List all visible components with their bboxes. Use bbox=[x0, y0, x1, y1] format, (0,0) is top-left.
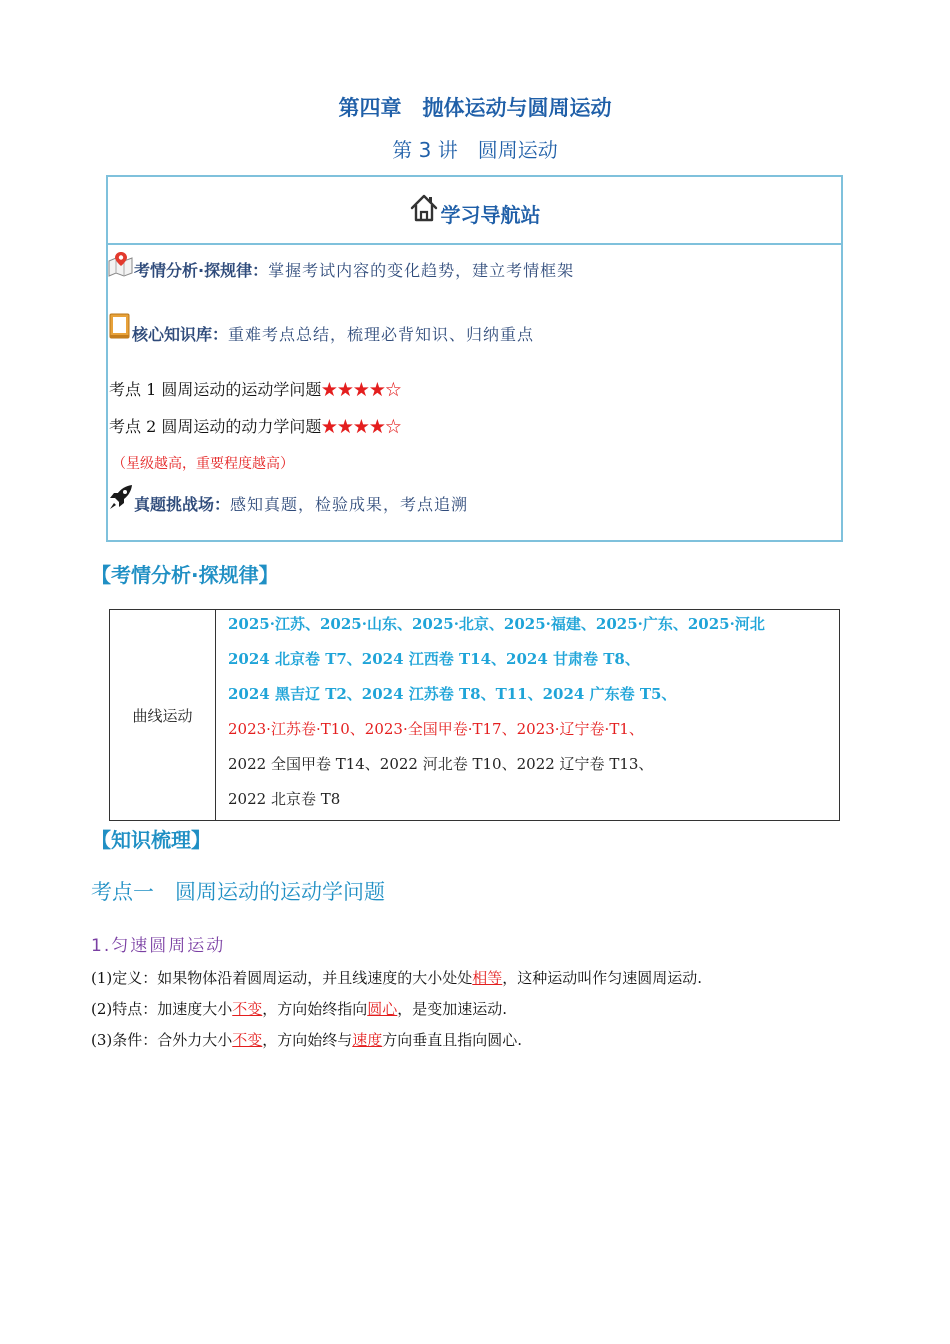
exam-analysis-table bbox=[109, 609, 840, 821]
knowledge-section-heading: 【知识梳理】 bbox=[91, 828, 211, 852]
nav-knowledge-label: 核心知识库： bbox=[132, 325, 229, 344]
nav-challenge-desc: 感知真题，检验成果，考点追溯 bbox=[230, 495, 469, 514]
exam-point-1-text: 考点 1 圆周运动的运动学问题 bbox=[109, 380, 322, 399]
fill-answer: 速度 bbox=[352, 1031, 383, 1049]
nav-analysis-label: 考情分析·探规律： bbox=[134, 261, 269, 280]
exam-line: 2024 黑吉辽 T2、2024 江苏卷 T8、T11、2024 广东卷 T5、 bbox=[228, 685, 677, 703]
fill-answer: 不变 bbox=[232, 1031, 263, 1049]
text-span: ，这种运动叫作匀速圆周运动. bbox=[502, 969, 703, 987]
nav-analysis-row bbox=[108, 251, 574, 281]
sub-heading: 1.匀速圆周运动 bbox=[91, 936, 226, 956]
rocket-icon bbox=[108, 483, 134, 515]
table-category-cell: 曲线运动 bbox=[110, 610, 216, 821]
exam-line: 2024 北京卷 T7、2024 江西卷 T14、2024 甘肃卷 T8、 bbox=[228, 650, 640, 668]
text-span: ，是变加速运动. bbox=[397, 1000, 508, 1018]
exam-point-2 bbox=[109, 414, 401, 437]
book-icon bbox=[108, 313, 132, 345]
nav-challenge-label: 真题挑战场： bbox=[134, 495, 231, 514]
nav-box-header bbox=[108, 177, 841, 245]
analysis-section-heading: 【考情分析·探规律】 bbox=[91, 563, 279, 587]
exam-point-1-stars: ★★★★☆ bbox=[321, 380, 402, 399]
fill-answer: 相等 bbox=[472, 969, 503, 987]
exam-point-2-text: 考点 2 圆周运动的动力学问题 bbox=[109, 417, 322, 436]
house-icon bbox=[409, 193, 439, 227]
exam-point-heading: 考点一 圆周运动的运动学问题 bbox=[91, 880, 385, 904]
text-span: ，方向始终与 bbox=[262, 1031, 353, 1049]
text-span: 方向垂直且指向圆心. bbox=[382, 1031, 523, 1049]
nav-knowledge-row bbox=[108, 313, 534, 345]
exam-point-2-stars: ★★★★☆ bbox=[321, 417, 402, 436]
paragraph-condition bbox=[91, 1029, 522, 1050]
text-span: (1)定义：如果物体沿着圆周运动，并且线速度的大小处处 bbox=[91, 969, 473, 987]
paragraph-feature bbox=[91, 998, 507, 1019]
paragraph-definition bbox=[91, 967, 702, 988]
nav-knowledge-desc: 重难考点总结，梳理必背知识、归纳重点 bbox=[228, 325, 535, 344]
nav-analysis-desc: 掌握考试内容的变化趋势，建立考情框架 bbox=[268, 261, 575, 280]
nav-box-title: 学习导航站 bbox=[440, 202, 541, 227]
nav-challenge-row bbox=[108, 483, 468, 515]
chapter-title: 第四章 抛体运动与圆周运动 bbox=[338, 96, 612, 120]
exam-point-1 bbox=[109, 377, 401, 400]
text-span: ，方向始终指向 bbox=[262, 1000, 368, 1018]
exam-line: 2022 全国甲卷 T14、2022 河北卷 T10、2022 辽宁卷 T13、 bbox=[228, 755, 654, 773]
exam-line: 2025·江苏、2025·山东、2025·北京、2025·福建、2025·广东、2025·河北 bbox=[228, 615, 765, 633]
lecture-title: 第 3 讲 圆周运动 bbox=[392, 138, 558, 162]
star-note: （星级越高，重要程度越高） bbox=[112, 456, 294, 472]
text-span: (2)特点：加速度大小 bbox=[91, 1000, 233, 1018]
table-row bbox=[110, 610, 840, 821]
table-exam-list-cell bbox=[216, 610, 840, 821]
learning-nav-box bbox=[106, 175, 843, 542]
fill-answer: 不变 bbox=[232, 1000, 263, 1018]
fill-answer: 圆心 bbox=[367, 1000, 398, 1018]
map-pin-icon bbox=[108, 251, 134, 281]
text-span: (3)条件：合外力大小 bbox=[91, 1031, 233, 1049]
exam-line: 2023·江苏卷·T10、2023·全国甲卷·T17、2023·辽宁卷·T1、 bbox=[228, 720, 644, 738]
exam-line: 2022 北京卷 T8 bbox=[228, 790, 341, 808]
